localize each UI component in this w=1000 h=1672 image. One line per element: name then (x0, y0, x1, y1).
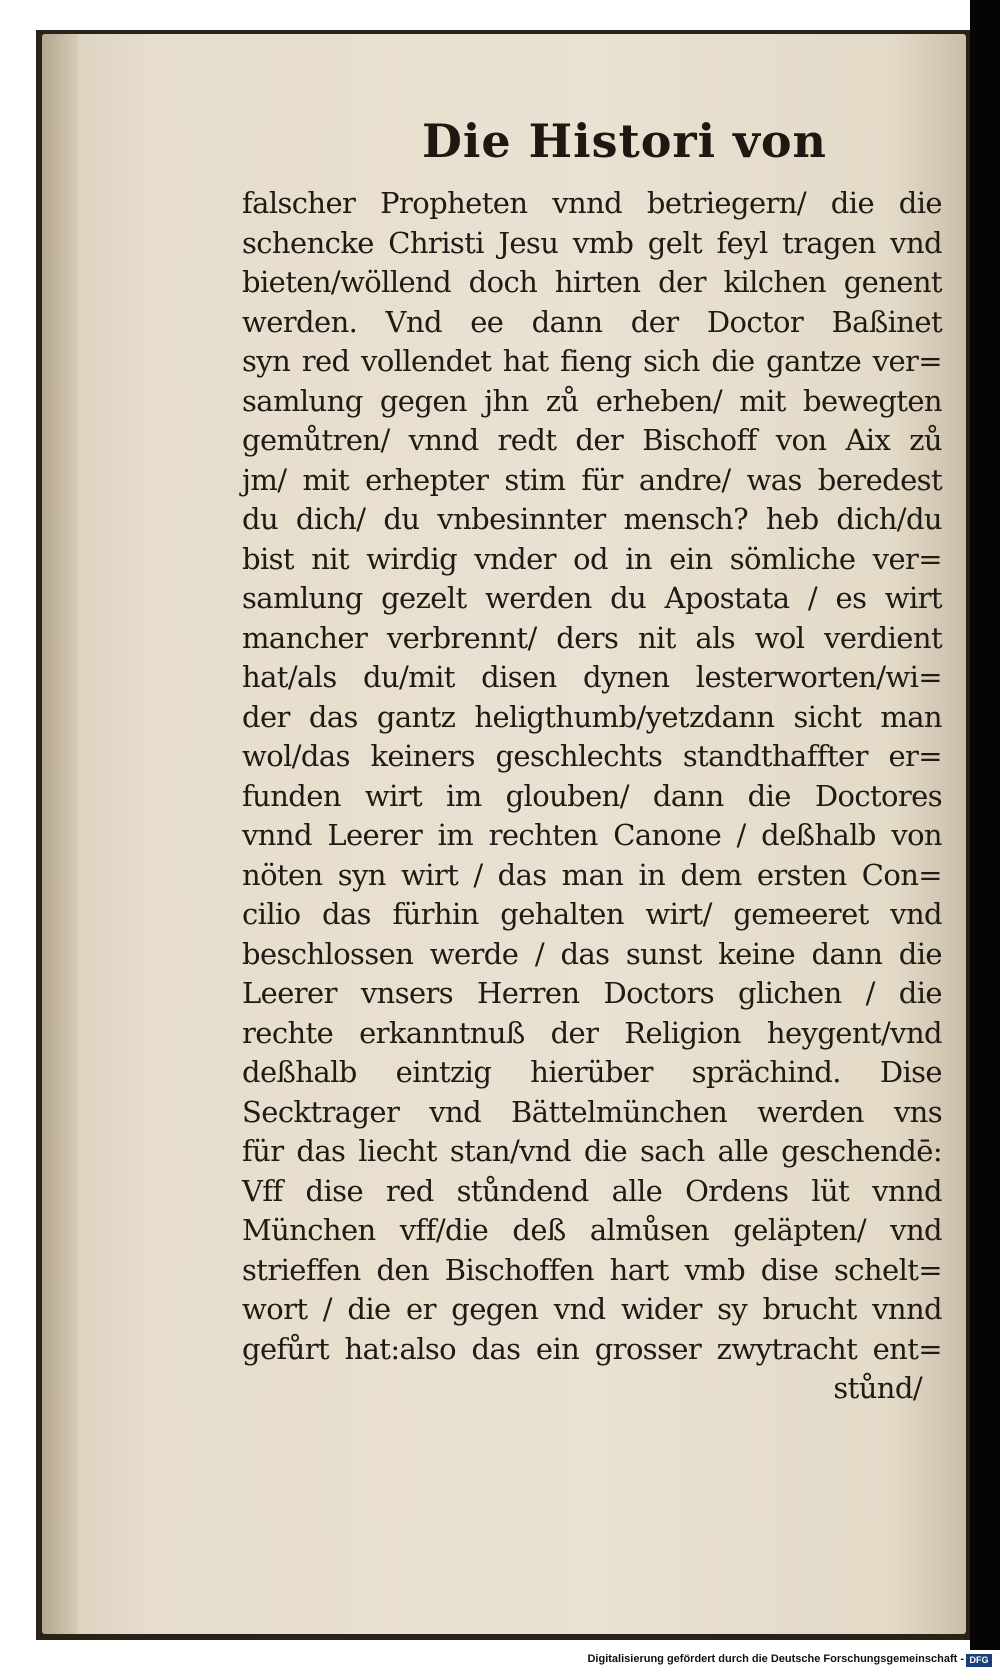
page-gutter (42, 34, 78, 1634)
text-line: wort / die er gegen vnd wider sy brucht vnnd (242, 1292, 942, 1326)
text-line: samlung gegen jhn zů erheben/ mit bewegten (242, 383, 942, 418)
text-line: wol/das keiners geschlechts standthaffter er= (242, 739, 942, 773)
text-line: hat/als du/mit disen dynen lesterworten/wi= (242, 660, 942, 694)
text-line: cilio das fürhin gehalten wirt/ gemeeret vnd (242, 897, 942, 931)
text-line: Secktrager vnd Bättelmünchen werden vns (242, 1094, 942, 1129)
text-line: strieffen den Bischoffen hart vmb dise schelt= (242, 1252, 942, 1287)
text-line: syn red vollendet hat fieng sich die gantze ver= (242, 344, 942, 378)
text-line: samlung gezelt werden du Apostata / es wirt (242, 581, 942, 615)
text-line: nöten syn wirt / das man in dem ersten Con= (242, 857, 942, 892)
text-line: gemůtren/ vnnd redt der Bischoff von Aix zů (242, 423, 942, 457)
footer (0, 1650, 1000, 1672)
funding-note: Digitalisierung gefördert durch die Deutsche Forschungsgemeinschaft - (587, 1653, 964, 1665)
text-line: bist nit wirdig vnder od in ein sömliche ver= (242, 541, 942, 576)
text-line: falscher Propheten vnnd betriegern/ die die (242, 186, 942, 220)
text-line: funden wirt im glouben/ dann die Doctores (242, 778, 942, 813)
text-block (242, 184, 942, 1409)
scan-border (970, 0, 1000, 1650)
text-line: stůnd/ (833, 1371, 922, 1405)
text-line: mancher verbrennt/ ders nit als wol verdient (242, 620, 942, 655)
running-head: Die Histori von (422, 114, 827, 168)
text-line: für das liecht stan/vnd die sach alle geschendē: (242, 1134, 942, 1168)
text-line: vnnd Leerer im rechten Canone / deßhalb von (242, 818, 942, 852)
text-line: gefůrt hat:also das ein grosser zwytracht ent= (242, 1331, 942, 1366)
text-line: du dich/ du vnbesinnter mensch? heb dich/du (242, 502, 942, 536)
text-line: rechte erkanntnuß der Religion heygent/vnd (242, 1015, 942, 1050)
text-line: beschlossen werde / das sunst keine dann die (242, 936, 942, 971)
text-line: werden. Vnd ee dann der Doctor Baßinet (242, 304, 942, 339)
text-line: schencke Christi Jesu vmb gelt feyl tragen vnd (242, 225, 942, 260)
text-line: jm/ mit erhepter stim für andre/ was beredest (242, 462, 942, 497)
text-line: München vff/die deß almůsen geläpten/ vnd (242, 1213, 942, 1247)
text-line: der das gantz heligthumb/yetzdann sicht man (242, 699, 942, 734)
text-line: bieten/wöllend doch hirten der kilchen genent (242, 265, 942, 299)
text-line: deßhalb eintzig hierüber sprächind. Dise (242, 1055, 942, 1089)
dfg-logo: DFG (966, 1654, 992, 1667)
book-page (42, 34, 966, 1634)
text-line: Leerer vnsers Herren Doctors glichen / die (242, 976, 942, 1010)
text-line: Vff dise red stůndend alle Ordens lüt vnnd (242, 1173, 942, 1208)
